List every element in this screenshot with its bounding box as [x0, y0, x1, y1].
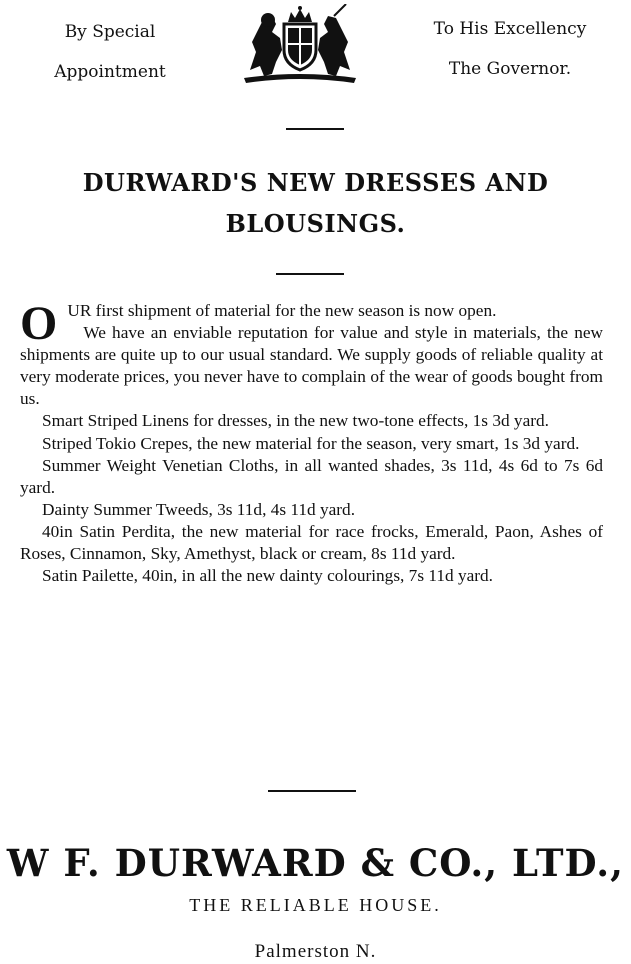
- company-name: W F. DURWARD & CO., LTD.,: [6, 841, 625, 885]
- appointment-line-1: By Special: [64, 22, 156, 42]
- company-slogan: THE RELIABLE HOUSE.: [189, 895, 442, 915]
- appointment-line-2: Appointment: [54, 62, 166, 82]
- drop-cap: O: [20, 297, 58, 350]
- dedication-line-1: To His Excellency: [433, 19, 587, 39]
- intro-paragraph: [20, 297, 603, 350]
- advert-headline: [0, 162, 631, 244]
- product-item: Summer Weight Venetian Cloths, in all wanted shades, 3s 11d, 4s 6d to 7s 6d yard.: [20, 455, 603, 497]
- product-item: 40in Satin Perdita, the new material for race frocks, Emerald, Paon, Ashes of Roses, Cinnamon, Sky, Amethyst, black or cream, 8s 11d yard.: [20, 521, 603, 564]
- royal-coat-of-arms-icon: [236, 4, 364, 84]
- divider-rule: [286, 128, 344, 130]
- dedication-note: [410, 9, 610, 89]
- intro-text: UR first shipment of material for the new season is now open.: [67, 301, 497, 320]
- body-paragraph: We have an enviable reputation for value and style in materials, the new shipments are quite up to our usual standard. We supply goods of reliable quality at very moderate prices, you never have to complain of the wear of goods bought from us.: [20, 323, 603, 409]
- divider-rule: [268, 790, 356, 792]
- product-item: Striped Tokio Crepes, the new material for the season, very smart, 1s 3d yard.: [42, 433, 580, 453]
- appointment-note: [40, 12, 180, 92]
- product-item: Dainty Summer Tweeds, 3s 11d, 4s 11d yard.: [42, 499, 356, 519]
- product-item: Satin Pailette, 40in, in all the new dainty colourings, 7s 11d yard.: [42, 566, 493, 586]
- headline-line-2: BLOUSINGS.: [225, 209, 406, 238]
- company-location: Palmerston N.: [254, 941, 377, 962]
- headline-line-1: DURWARD'S NEW DRESSES AND: [82, 168, 549, 197]
- product-item: Smart Striped Linens for dresses, in the new two-tone effects, 1s 3d yard.: [42, 411, 549, 431]
- advert-body: [20, 297, 603, 587]
- dedication-line-2: The Governor.: [448, 59, 572, 79]
- divider-rule: [276, 273, 344, 275]
